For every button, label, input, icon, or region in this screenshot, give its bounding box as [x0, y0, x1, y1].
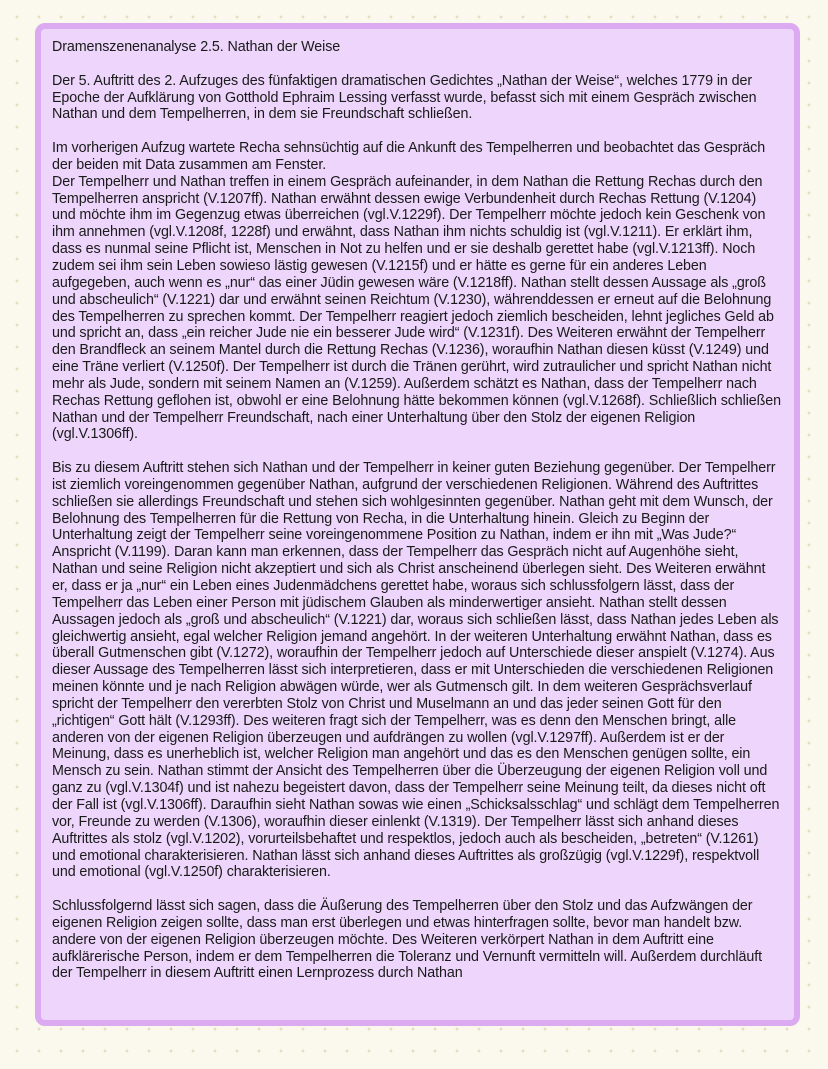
context-paragraph: Im vorherigen Aufzug wartete Recha sehnsüchtig auf die Ankunft des Tempelherren und beobachtet das Gespräch der beiden mit Data zusammen am Fenster. [52, 140, 766, 173]
introduction-paragraph: Der 5. Auftritt des 2. Aufzuges des fünfaktigen dramatischen Gedichtes „Nathan der Weise“, welches 1779 in der Epoche der Aufklärung von Gotthold Ephraim Lessing verfasst wurde, befasst sich mit einem Gespräch zwischen Nathan und dem Tempelherren, in dem sie Freundschaft schließen. [52, 72, 757, 123]
paragraph-gap [52, 443, 783, 460]
document-title: Dramenszenenanalyse 2.5. Nathan der Weise [52, 39, 341, 55]
conclusion-paragraph: Schlussfolgernd lässt sich sagen, dass die Äußerung des Tempelherren über den Stolz und das Aufzwängen der eigenen Religion zeigen sollte, dass man erst überlegen und etwas hinterfragen sollte, bevor man handelt bzw. andere von der eigenen Religion überzeugen möchte. Des Weiteren verkörpert Nathan in dem Auftritt eine aufklärerische Person, indem er dem Tempelherren die Toleranz und Vernunft vermitteln will. Außerdem durchläuft der Tempelherr in diesem Auftritt einen Lernprozess durch Nathan [52, 898, 762, 982]
paragraph-gap [52, 123, 783, 140]
paragraph-gap [52, 881, 783, 898]
summary-paragraph: Der Tempelherr und Nathan treffen in einem Gespräch aufeinander, in dem Nathan die Rettung Rechas durch den Tempelherren anspricht (V.1207ff). Nathan erwähnt dessen ewige Verbundenheit durch Rechas Rettung (V.1204) und möchte ihm im Gegenzug etwas überreichen (vgl.V.1229f). Der Tempelherr möchte jedoch kein Geschenk von ihm annehmen (vgl.V.1208f, 1228f) und erwähnt, dass Nathan ihm nichts schuldig ist (vgl.V.1211). Er erklärt ihm, dass es nunmal seine Pflicht ist, Menschen in Not zu helfen und er sie deshalb gerettet habe (vgl.V.1213ff). Noch zudem sei ihm sein Leben sowieso lästig gewesen (V.1215f) und er hätte es gerne für ein anderes Leben aufgegeben, auch wenn es „nur“ das einer Jüdin gewesen wäre (V.1218ff). Nathan stellt dessen Aussage als „groß und abscheulich“ (V.1221) dar und erwähnt seinen Reichtum (V.1230), währenddessen er erneut auf die Belohnung des Tempelherren zu sprechen kommt. Der Tempelherr reagiert jedoch ziemlich bescheiden, lehnt jegliches Geld ab und spricht an, dass „ein reicher Jude nie ein besserer Jude wird“ (V.1231f). Des Weiteren erwähnt der Tempelherr den Brandfleck an seinem Mantel durch die Rettung Rechas (V.1236), woraufhin Nathan diesen küsst (V.1249) und eine Träne verliert (V.1250f). Der Tempelherr ist durch die Tränen gerührt, wird zutraulicher und spricht Nathan nicht mehr als Jude, sondern mit seinem Namen an (V.1259). Außerdem schätzt es Nathan, dass der Tempelherr nach Rechas Rettung geflohen ist, obwohl er eine Belohnung hätte bekommen können (vgl.V.1268f). Schließlich schließen Nathan und der Tempelherr Freundschaft, nach einer Unterhaltung über den Stolz der eigenen Religion (vgl.V.1306ff). [52, 173, 781, 443]
document-card [35, 23, 800, 1026]
paragraph-gap [52, 56, 783, 73]
analysis-paragraph: Bis zu diesem Auftritt stehen sich Nathan und der Tempelherr in keiner guten Beziehung gegenüber. Der Tempelherr ist ziemlich voreingenommen gegenüber Nathan, aufgrund der verschiedenen Religionen. Während des Auftrittes schließen sie allerdings Freundschaft und stehen sich wohlgesinnten gegenüber. Nathan geht mit dem Wunsch, der Belohnung des Tempelherren für die Rettung von Recha, in die Unterhaltung hinein. Gleich zu Beginn der Unterhaltung zeigt der Tempelherr seine voreingenommene Position zu Nathan, indem er ihn mit „Was Jude?“ Anspricht (V.1199). Daran kann man erkennen, dass der Tempelherr das Gespräch nicht auf Augenhöhe sieht, Nathan und seine Religion nicht akzeptiert und sich als Christ anscheinend überlegen sieht. Des Weiteren erwähnt er, dass er ja „nur“ ein Leben eines Judenmädchens gerettet habe, woraus sich schlussfolgern lässt, dass der Tempelherr das Leben einer Person mit jüdischem Glauben als minderwertiger ansieht. Nathan stellt dessen Aussagen jedoch als „groß und abscheulich“ (V.1221) dar, woraus sich schließen lässt, dass Nathan jedes Leben als gleichwertig ansieht, egal welcher Religion jemand angehört. In der weiteren Unterhaltung erwähnt Nathan, dass es überall Gutmenschen gibt (V.1272), woraufhin der Tempelherr jedoch auf Unterschiede dieser anspielt (V.1274). Aus dieser Aussage des Tempelherren lässt sich interpretieren, dass er mit Unterschieden die verschiedenen Religionen meinen könnte und je nach Religion abwägen würde, wer als Gutmensch gilt. In dem weiteren Gesprächsverlauf spricht der Tempelherr den vererbten Stolz von Christ und Muselmann an und das jeder seinen Gott für den „richtigen“ Gott hält (V.1293ff). Des weiteren fragt sich der Tempelherr, was es denn den Menschen bringt, alle anderen von der eigenen Religion überzeugen und aufdrängen zu wollen (vgl.V.1297ff). Außerdem ist er der Meinung, dass es unerheblich ist, welcher Religion man angehört und das es den Menschen genügen sollte, ein Mensch zu sein. Nathan stimmt der Ansicht des Tempelherren über die Überzeugung der eigenen Religion voll und ganz zu (vgl.V.1304f) und ist nahezu begeistert davon, dass der Tempelherr seine Meinung teilt, da dieses nicht oft der Fall ist (vgl.V.1306ff). Daraufhin sieht Nathan sowas wie einen „Schicksalsschlag“ und schlägt dem Tempelherren vor, Freunde zu werden (V.1306), woraufhin dieser einlenkt (V.1319). Der Tempelherr lässt sich anhand dieses Auftrittes als stolz (vgl.V.1202), vorurteilsbehaftet und respektlos, jedoch auch als bescheiden, „betreten“ (V.1261) und emotional charakterisieren. Nathan lässt sich anhand dieses Auftrittes als großzügig (vgl.V.1229f), respektvoll und emotional (vgl.V.1250f) charakterisieren. [52, 460, 780, 881]
